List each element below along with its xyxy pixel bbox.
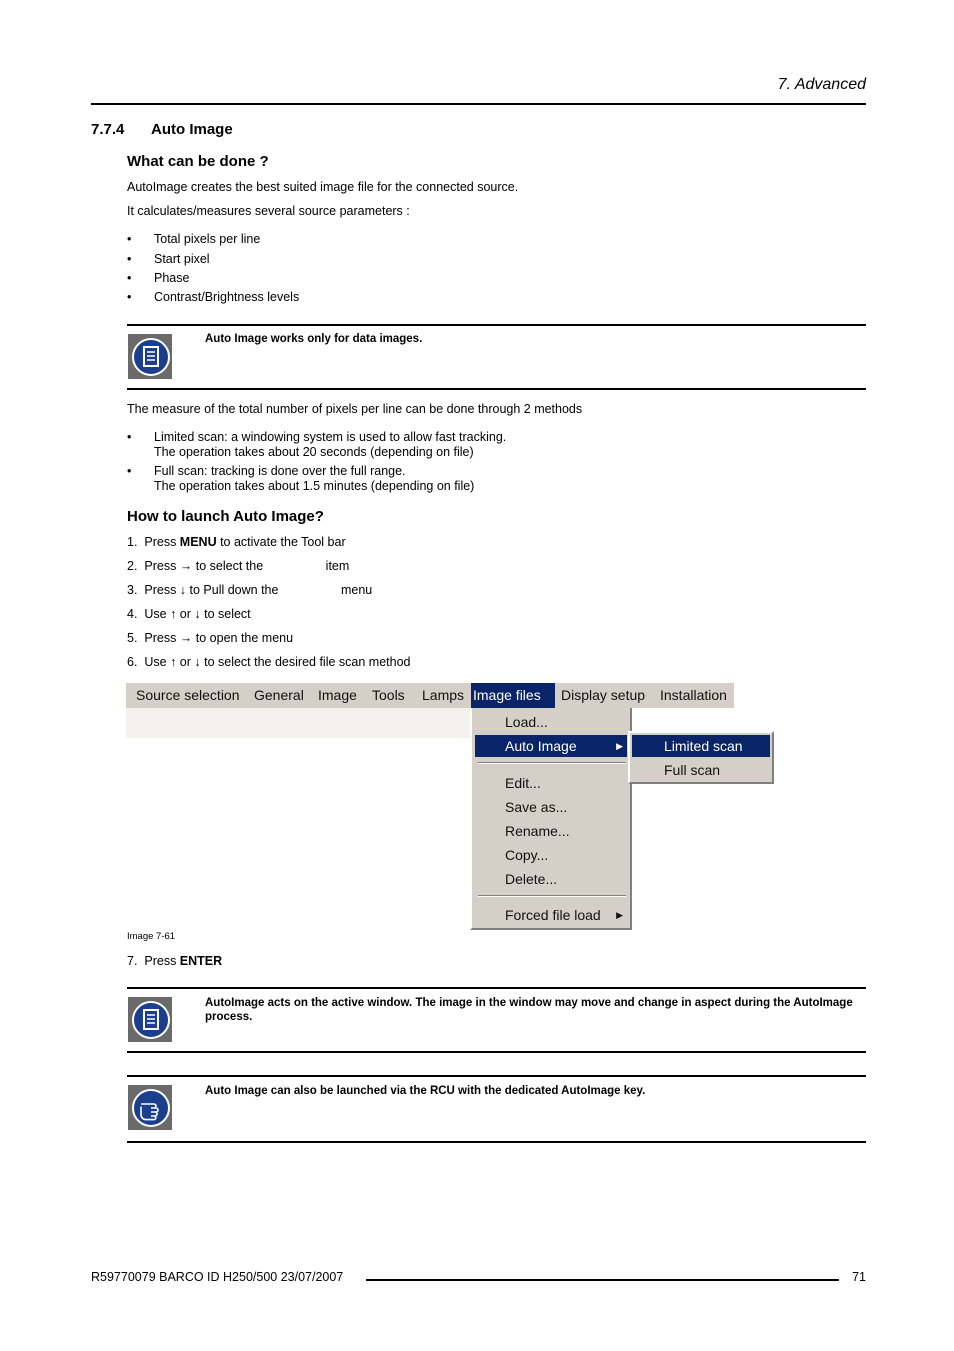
what-paragraph-2: It calculates/measures several source parameters : <box>127 204 410 218</box>
note-rule-top <box>127 987 866 989</box>
menu-lamps[interactable]: Lamps <box>422 687 465 703</box>
menu-item-edit[interactable]: Edit... <box>505 775 541 791</box>
menu-item-full-scan[interactable]: Full scan <box>664 762 721 778</box>
menu-separator <box>478 895 626 897</box>
submenu-arrow-icon: ▶ <box>616 910 623 920</box>
menu-tools[interactable]: Tools <box>372 687 405 703</box>
menu-source-selection[interactable]: Source selection <box>136 687 240 703</box>
tip-text: Auto Image can also be launched via the RCU with the dedicated AutoImage key. <box>205 1085 646 1097</box>
image-files-dropdown <box>470 708 632 930</box>
menu-item-limited-scan[interactable]: Limited scan <box>632 735 770 757</box>
note-rule-top <box>127 324 866 326</box>
menu-image-files[interactable]: Image files <box>471 683 555 708</box>
what-paragraph-1: AutoImage creates the best suited image file for the connected source. <box>127 180 519 194</box>
tip-rule-top <box>127 1075 866 1077</box>
step: 1. Press MENU to activate the Tool bar <box>127 535 346 549</box>
menu-item-copy[interactable]: Copy... <box>505 847 549 863</box>
section-title <box>91 121 233 138</box>
menu-item-rename[interactable]: Rename... <box>505 823 570 839</box>
section-name: Auto Image <box>151 121 233 138</box>
menu-general[interactable]: General <box>254 687 304 703</box>
note-rule-bottom <box>127 1051 866 1053</box>
launch-heading: How to launch Auto Image? <box>127 508 324 525</box>
step: 2. Press → to select the item <box>127 559 350 573</box>
menu-item-load[interactable]: Load... <box>505 714 548 730</box>
step: 6. Use ↑ or ↓ to select the desired file scan method <box>127 655 411 669</box>
menu-backdrop <box>126 708 470 738</box>
menu-item-auto-image[interactable]: Auto Image ▶ <box>475 735 627 757</box>
menu-item-save-as[interactable]: Save as... <box>505 799 568 815</box>
pointing-hand-icon <box>128 1085 172 1130</box>
note-rule-bottom <box>127 388 866 390</box>
menu-item-delete[interactable]: Delete... <box>505 871 558 887</box>
note-icon <box>128 334 172 379</box>
step: 3. Press ↓ to Pull down the menu <box>127 583 373 597</box>
menu-display-setup[interactable]: Display setup <box>561 687 646 703</box>
menu-separator <box>478 762 626 764</box>
header-rule <box>91 103 866 105</box>
submenu-arrow-icon: ▶ <box>616 741 623 751</box>
page-number: 71 <box>852 1270 866 1284</box>
note-text: AutoImage acts on the active window. The image in the window may move and change in aspect during the AutoImage process. <box>205 997 853 1023</box>
chapter-header: 7. Advanced <box>777 76 866 93</box>
auto-image-submenu <box>628 731 774 784</box>
image-caption: Image 7-61 <box>127 931 176 942</box>
what-heading: What can be done ? <box>127 153 269 170</box>
menu-item-forced-file-load[interactable]: Forced file load ▶ <box>475 904 627 926</box>
menu-image[interactable]: Image <box>318 687 357 703</box>
note-text: Auto Image works only for data images. <box>205 333 423 345</box>
note-icon <box>128 997 172 1042</box>
menu-bar <box>126 683 734 708</box>
methods-intro: The measure of the total number of pixels per line can be done through 2 methods <box>127 402 583 416</box>
step: 4. Use ↑ or ↓ to select <box>127 607 251 621</box>
step: 5. Press → to open the menu <box>127 631 294 645</box>
footer-rule <box>366 1279 839 1281</box>
menu-installation[interactable]: Installation <box>660 687 727 703</box>
section-number: 7.7.4 <box>91 121 125 138</box>
tip-rule-bottom <box>127 1141 866 1143</box>
footer-doc-id: R59770079 BARCO ID H250/500 23/07/2007 <box>91 1270 344 1284</box>
step: 7. Press ENTER <box>127 954 223 968</box>
